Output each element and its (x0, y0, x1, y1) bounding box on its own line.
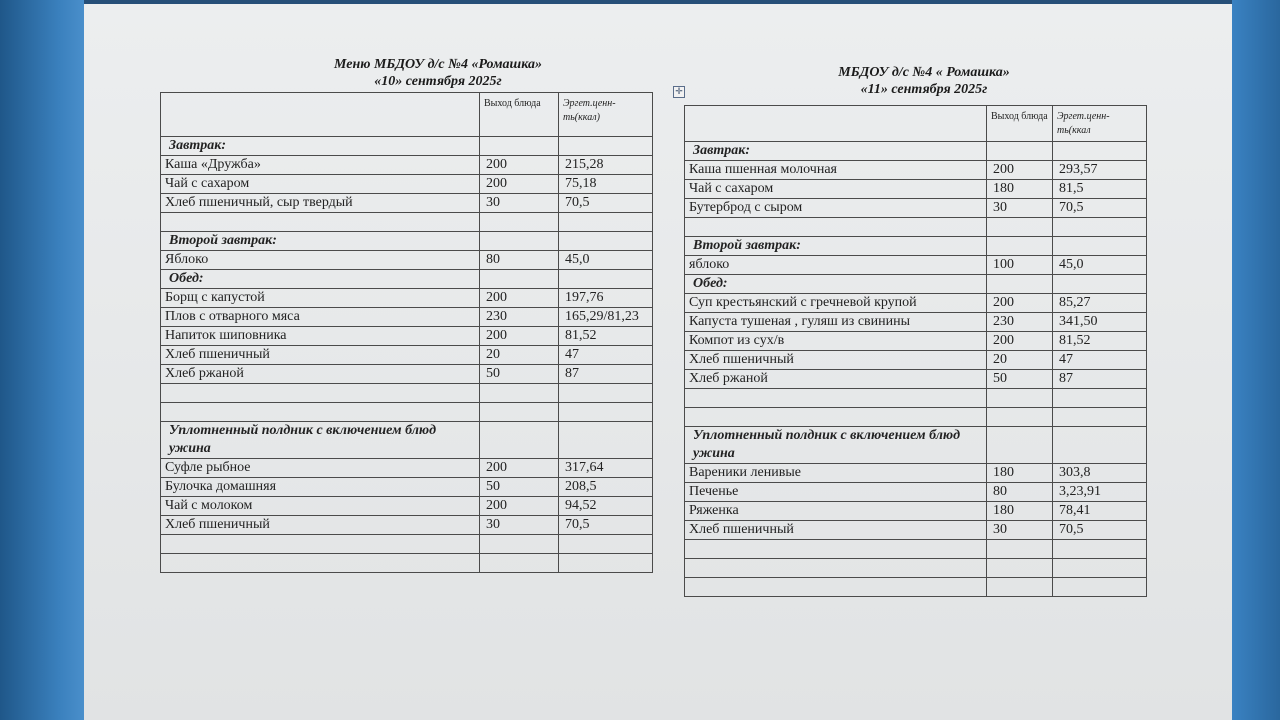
empty-cell (987, 408, 1053, 427)
dish-name-cell: Плов с отварного мяса (161, 308, 480, 327)
section-title: Уплотненный полдник с включением блюд ужина (685, 427, 987, 464)
output-cell: 200 (480, 175, 559, 194)
output-cell: 30 (987, 199, 1053, 218)
table-row (161, 289, 653, 308)
output-cell: 30 (480, 194, 559, 213)
section-row (685, 427, 1147, 464)
empty-cell (987, 578, 1053, 597)
empty-row (161, 554, 653, 573)
monitor-bezel-right (1232, 0, 1280, 720)
table-header-row (161, 93, 653, 137)
empty-cell (685, 540, 987, 559)
empty-cell (480, 403, 559, 422)
dish-name-cell: Чай с сахаром (161, 175, 480, 194)
output-cell: 200 (480, 497, 559, 516)
empty-cell (559, 213, 653, 232)
output-cell: 50 (480, 478, 559, 497)
output-cell: 200 (480, 459, 559, 478)
energy-header: Эргет.ценн-ть(ккал (1053, 106, 1147, 142)
output-cell: 180 (987, 180, 1053, 199)
section-row (161, 232, 653, 251)
empty-cell (685, 389, 987, 408)
dish-name-cell: Хлеб ржаной (161, 365, 480, 384)
table-row (685, 351, 1147, 370)
dish-name-header (685, 106, 987, 142)
empty-cell (987, 540, 1053, 559)
empty-cell (1053, 218, 1147, 237)
table-row (685, 502, 1147, 521)
dish-name-cell: Чай с молоком (161, 497, 480, 516)
left-menu-table (160, 92, 653, 573)
energy-cell: 47 (1053, 351, 1147, 370)
right-menu-title (784, 64, 1064, 98)
section-title: Обед: (161, 270, 480, 289)
table-row (161, 459, 653, 478)
empty-cell (559, 554, 653, 573)
table-row (685, 521, 1147, 540)
output-cell: 20 (987, 351, 1053, 370)
empty-cell (987, 559, 1053, 578)
dish-name-cell: Хлеб пшеничный (161, 346, 480, 365)
empty-cell (685, 559, 987, 578)
energy-cell: 94,52 (559, 497, 653, 516)
output-cell: 30 (987, 521, 1053, 540)
table-row (161, 516, 653, 535)
table-row (161, 251, 653, 270)
output-cell: 30 (480, 516, 559, 535)
empty-cell (480, 384, 559, 403)
table-row (161, 327, 653, 346)
empty-cell (685, 408, 987, 427)
output-cell: 80 (480, 251, 559, 270)
empty-row (685, 540, 1147, 559)
output-cell: 180 (987, 502, 1053, 521)
empty-cell (1053, 389, 1147, 408)
output-cell: 200 (480, 156, 559, 175)
output-cell: 200 (987, 332, 1053, 351)
empty-cell (161, 535, 480, 554)
energy-cell: 81,5 (1053, 180, 1147, 199)
output-cell: 200 (480, 327, 559, 346)
empty-cell (480, 554, 559, 573)
table-row (685, 161, 1147, 180)
output-cell: 200 (987, 294, 1053, 313)
empty-cell (161, 384, 480, 403)
empty-cell (480, 535, 559, 554)
section-row (161, 422, 653, 459)
table-row (685, 332, 1147, 351)
table-row (161, 346, 653, 365)
empty-cell (480, 137, 559, 156)
empty-cell (480, 270, 559, 289)
monitor-bezel-left (0, 0, 84, 720)
dish-name-cell: Ряженка (685, 502, 987, 521)
empty-cell (987, 237, 1053, 256)
dish-name-cell: Яблоко (161, 251, 480, 270)
right-menu-title-line1: МБДОУ д/с №4 « Ромашка» (838, 65, 1010, 80)
energy-cell: 45,0 (1053, 256, 1147, 275)
table-row (685, 370, 1147, 389)
dish-name-header (161, 93, 480, 137)
energy-cell: 81,52 (1053, 332, 1147, 351)
empty-cell (1053, 237, 1147, 256)
document-page (84, 4, 1232, 720)
dish-name-cell: Хлеб пшеничный, сыр твердый (161, 194, 480, 213)
energy-cell: 3,23,91 (1053, 483, 1147, 502)
empty-cell (559, 384, 653, 403)
dish-name-cell: Компот из сух/в (685, 332, 987, 351)
energy-cell: 87 (1053, 370, 1147, 389)
dish-name-cell: Булочка домашняя (161, 478, 480, 497)
energy-cell: 70,5 (559, 516, 653, 535)
empty-cell (685, 578, 987, 597)
empty-row (685, 408, 1147, 427)
left-menu-title (258, 56, 618, 90)
output-cell: 230 (480, 308, 559, 327)
empty-row (161, 403, 653, 422)
table-row (685, 464, 1147, 483)
energy-cell: 293,57 (1053, 161, 1147, 180)
empty-cell (1053, 578, 1147, 597)
energy-cell: 47 (559, 346, 653, 365)
empty-cell (559, 270, 653, 289)
empty-row (685, 218, 1147, 237)
empty-cell (161, 213, 480, 232)
dish-name-cell: Чай с сахаром (685, 180, 987, 199)
empty-cell (480, 213, 559, 232)
table-row (161, 365, 653, 384)
empty-cell (480, 232, 559, 251)
empty-cell (987, 275, 1053, 294)
dish-name-cell: Суп крестьянский с гречневой крупой (685, 294, 987, 313)
dish-name-cell: Напиток шиповника (161, 327, 480, 346)
empty-row (161, 535, 653, 554)
table-header-row (685, 106, 1147, 142)
table-row (685, 180, 1147, 199)
output-cell: 180 (987, 464, 1053, 483)
empty-cell (685, 218, 987, 237)
dish-name-cell: Хлеб пшеничный (161, 516, 480, 535)
dish-name-cell: Суфле рыбное (161, 459, 480, 478)
right-menu-table-body (685, 106, 1147, 597)
empty-row (685, 578, 1147, 597)
empty-cell (559, 422, 653, 459)
table-row (161, 478, 653, 497)
table-row (685, 483, 1147, 502)
output-cell: 50 (987, 370, 1053, 389)
energy-cell: 208,5 (559, 478, 653, 497)
energy-cell: 165,29/81,23 (559, 308, 653, 327)
dish-name-cell: Вареники ленивые (685, 464, 987, 483)
section-row (161, 270, 653, 289)
section-row (685, 275, 1147, 294)
empty-cell (987, 427, 1053, 464)
output-cell: 200 (480, 289, 559, 308)
dish-name-cell: Хлеб ржаной (685, 370, 987, 389)
empty-cell (987, 218, 1053, 237)
dish-name-cell: яблоко (685, 256, 987, 275)
energy-cell: 75,18 (559, 175, 653, 194)
empty-cell (987, 389, 1053, 408)
section-title: Завтрак: (161, 137, 480, 156)
section-title: Уплотненный полдник с включением блюд ужина (161, 422, 480, 459)
empty-cell (559, 535, 653, 554)
right-menu-title-line2: «11» сентября 2025г (860, 82, 988, 97)
dish-name-cell: Каша «Дружба» (161, 156, 480, 175)
energy-cell: 70,5 (1053, 521, 1147, 540)
empty-cell (559, 137, 653, 156)
left-menu-title-line2: «10» сентября 2025г (374, 74, 502, 89)
empty-cell (559, 232, 653, 251)
table-row (161, 175, 653, 194)
energy-cell: 70,5 (1053, 199, 1147, 218)
output-cell: 100 (987, 256, 1053, 275)
table-row (685, 256, 1147, 275)
dish-name-cell: Хлеб пшеничный (685, 521, 987, 540)
empty-row (161, 213, 653, 232)
output-header: Выход блюда (987, 106, 1053, 142)
empty-cell (161, 554, 480, 573)
table-row (685, 313, 1147, 332)
energy-cell: 81,52 (559, 327, 653, 346)
section-row (685, 237, 1147, 256)
output-cell: 50 (480, 365, 559, 384)
empty-cell (161, 403, 480, 422)
energy-cell: 45,0 (559, 251, 653, 270)
energy-cell: 78,41 (1053, 502, 1147, 521)
energy-cell: 87 (559, 365, 653, 384)
empty-cell (1053, 408, 1147, 427)
output-cell: 80 (987, 483, 1053, 502)
energy-cell: 341,50 (1053, 313, 1147, 332)
energy-cell: 303,8 (1053, 464, 1147, 483)
dish-name-cell: Каша пшенная молочная (685, 161, 987, 180)
empty-row (161, 384, 653, 403)
output-cell: 200 (987, 161, 1053, 180)
empty-row (685, 559, 1147, 578)
section-title: Второй завтрак: (161, 232, 480, 251)
energy-cell: 215,28 (559, 156, 653, 175)
empty-cell (1053, 142, 1147, 161)
dish-name-cell: Печенье (685, 483, 987, 502)
table-row (161, 156, 653, 175)
table-row (161, 194, 653, 213)
output-cell: 230 (987, 313, 1053, 332)
energy-cell: 317,64 (559, 459, 653, 478)
section-title: Обед: (685, 275, 987, 294)
table-row (161, 308, 653, 327)
energy-cell: 70,5 (559, 194, 653, 213)
move-cross-icon[interactable]: ✛ (673, 86, 685, 98)
dish-name-cell: Бутерброд с сыром (685, 199, 987, 218)
right-menu-table (684, 105, 1147, 597)
empty-cell (1053, 275, 1147, 294)
table-row (161, 497, 653, 516)
energy-header: Эргет.ценн-ть(ккал) (559, 93, 653, 137)
dish-name-cell: Борщ с капустой (161, 289, 480, 308)
section-row (161, 137, 653, 156)
left-menu-title-line1: Меню МБДОУ д/с №4 «Ромашка» (334, 57, 542, 72)
energy-cell: 197,76 (559, 289, 653, 308)
dish-name-cell: Капуста тушеная , гуляш из свинины (685, 313, 987, 332)
empty-cell (559, 403, 653, 422)
section-row (685, 142, 1147, 161)
section-title: Второй завтрак: (685, 237, 987, 256)
empty-cell (1053, 427, 1147, 464)
table-row (685, 199, 1147, 218)
output-cell: 20 (480, 346, 559, 365)
empty-row (685, 389, 1147, 408)
energy-cell: 85,27 (1053, 294, 1147, 313)
empty-cell (1053, 540, 1147, 559)
left-menu-table-body (161, 93, 653, 573)
dish-name-cell: Хлеб пшеничный (685, 351, 987, 370)
table-row (685, 294, 1147, 313)
empty-cell (987, 142, 1053, 161)
empty-cell (1053, 559, 1147, 578)
output-header: Выход блюда (480, 93, 559, 137)
section-title: Завтрак: (685, 142, 987, 161)
empty-cell (480, 422, 559, 459)
